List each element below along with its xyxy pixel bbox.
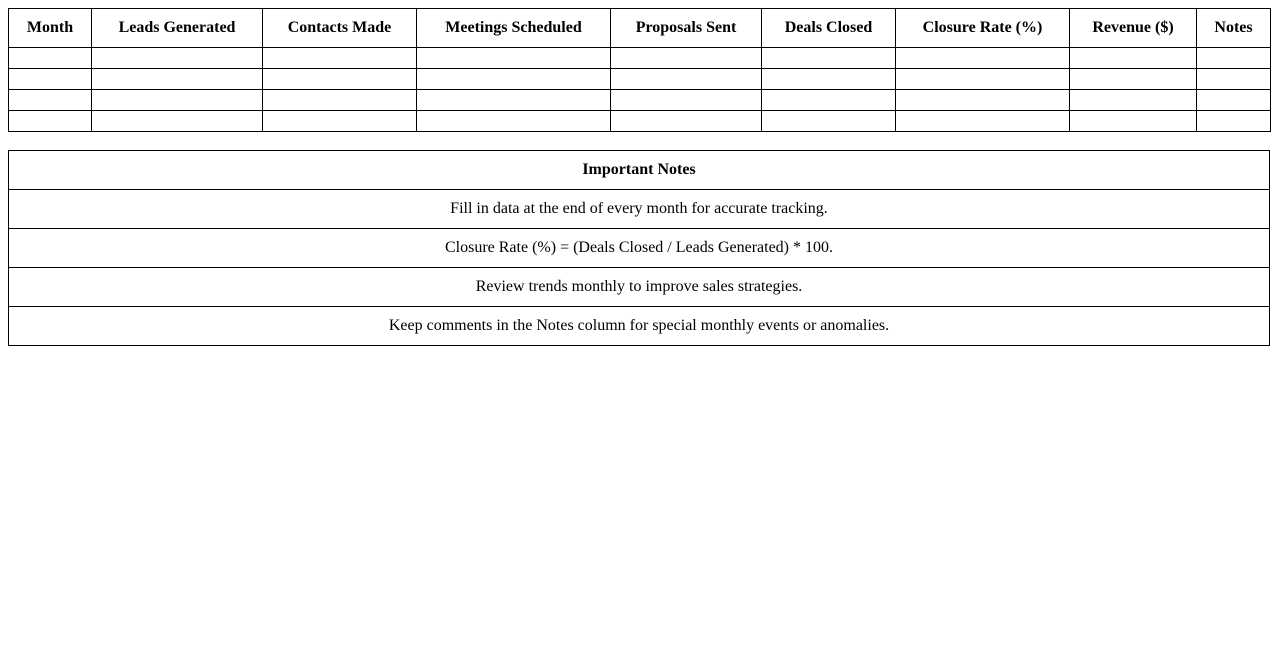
- table-cell: [417, 48, 611, 69]
- notes-title: Important Notes: [9, 151, 1270, 190]
- table-cell: [263, 90, 417, 111]
- column-header-revenue: Revenue ($): [1070, 9, 1197, 48]
- table-cell: [1070, 48, 1197, 69]
- table-cell: [1197, 48, 1271, 69]
- note-text: Closure Rate (%) = (Deals Closed / Leads Generated) * 100.: [9, 229, 1270, 268]
- table-cell: [611, 111, 762, 132]
- note-row: [9, 229, 1270, 268]
- table-cell: [1070, 90, 1197, 111]
- table-cell: [611, 69, 762, 90]
- table-cell: [896, 90, 1070, 111]
- column-header-proposals-sent: Proposals Sent: [611, 9, 762, 48]
- note-row: [9, 307, 1270, 346]
- table-cell: [9, 48, 92, 69]
- table-row: [9, 48, 1271, 69]
- table-row: [9, 90, 1271, 111]
- notes-header-row: [9, 151, 1270, 190]
- table-cell: [896, 111, 1070, 132]
- table-cell: [263, 69, 417, 90]
- table-cell: [1197, 111, 1271, 132]
- sales-tracker-table: [8, 8, 1271, 132]
- column-header-meetings-scheduled: Meetings Scheduled: [417, 9, 611, 48]
- table-cell: [417, 90, 611, 111]
- table-cell: [896, 48, 1070, 69]
- table-cell: [1070, 111, 1197, 132]
- table-row: [9, 69, 1271, 90]
- note-text: Keep comments in the Notes column for special monthly events or anomalies.: [9, 307, 1270, 346]
- table-cell: [9, 90, 92, 111]
- column-header-notes: Notes: [1197, 9, 1271, 48]
- table-header-row: [9, 9, 1271, 48]
- table-cell: [417, 69, 611, 90]
- table-cell: [263, 111, 417, 132]
- note-row: [9, 268, 1270, 307]
- table-cell: [92, 111, 263, 132]
- table-cell: [9, 111, 92, 132]
- table-cell: [611, 90, 762, 111]
- table-cell: [92, 69, 263, 90]
- table-cell: [1197, 90, 1271, 111]
- column-header-deals-closed: Deals Closed: [762, 9, 896, 48]
- table-cell: [611, 48, 762, 69]
- table-cell: [417, 111, 611, 132]
- note-row: [9, 190, 1270, 229]
- column-header-contacts-made: Contacts Made: [263, 9, 417, 48]
- table-cell: [1070, 69, 1197, 90]
- note-text: Review trends monthly to improve sales strategies.: [9, 268, 1270, 307]
- table-cell: [92, 90, 263, 111]
- column-header-closure-rate: Closure Rate (%): [896, 9, 1070, 48]
- page-content: [8, 8, 1270, 346]
- table-cell: [762, 90, 896, 111]
- table-cell: [1197, 69, 1271, 90]
- table-cell: [896, 69, 1070, 90]
- table-cell: [9, 69, 92, 90]
- table-cell: [762, 69, 896, 90]
- column-header-month: Month: [9, 9, 92, 48]
- column-header-leads-generated: Leads Generated: [92, 9, 263, 48]
- table-row: [9, 111, 1271, 132]
- table-cell: [762, 48, 896, 69]
- important-notes-table: [8, 150, 1270, 346]
- table-cell: [263, 48, 417, 69]
- table-cell: [762, 111, 896, 132]
- table-cell: [92, 48, 263, 69]
- note-text: Fill in data at the end of every month for accurate tracking.: [9, 190, 1270, 229]
